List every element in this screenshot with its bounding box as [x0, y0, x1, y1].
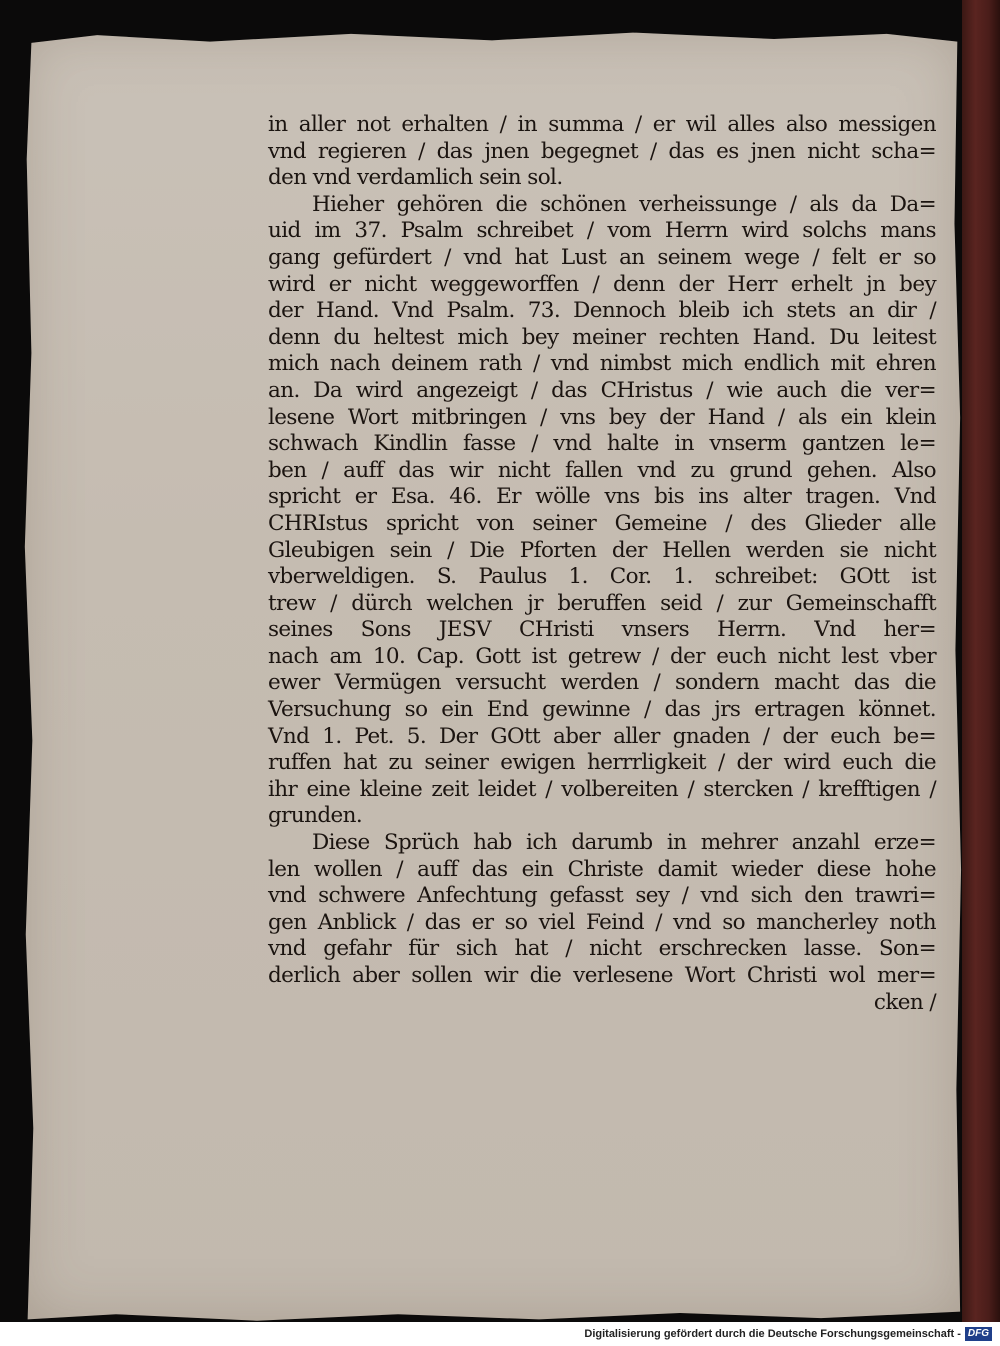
dfg-logo-icon: DFG: [965, 1327, 992, 1341]
text-line: Hieher gehören die schönen verheissunge / als da Da=: [312, 191, 936, 217]
text-line: in aller not erhalten / in summa / er wil alles also messigen: [268, 112, 936, 137]
catchword: cken /: [873, 989, 936, 1015]
page-text: [268, 112, 936, 1016]
text-line: der Hand. Vnd Psalm. 73. Dennoch bleib ich stets an dir /: [268, 298, 936, 324]
text-line: vnd gefahr für sich hat / nicht erschrecken lasse. Son=: [268, 936, 936, 962]
text-line: spricht er Esa. 46. Er wölle vns bis ins alter tragen. Vnd: [268, 484, 936, 510]
text-line: gang gefürdert / vnd hat Lust an seinem wege / felt er so: [268, 244, 936, 270]
text-line: gen Anblick / das er so viel Feind / vnd so mancherley noth: [268, 909, 936, 935]
text-line: denn du heltest mich bey meiner rechten Hand. Du leitest: [268, 324, 936, 350]
text-line: vnd schwere Anfechtung gefasst sey / vnd sich den trawri=: [268, 883, 936, 909]
text-line: ruffen hat zu seiner ewigen herrrligkeit / der wird euch die: [268, 750, 936, 776]
text-line: Diese Sprüch hab ich darumb in mehrer anzahl erze=: [312, 830, 936, 856]
text-line: trew / dürch welchen jr beruffen seid / zur Gemeinschafft: [268, 590, 936, 616]
text-line: Versuchung so ein End gewinne / das jrs ertragen könnet.: [268, 697, 936, 723]
text-line: uid im 37. Psalm schreibet / vom Herrn wird solchs mans: [268, 218, 936, 244]
text-line: den vnd verdamlich sein sol.: [268, 165, 563, 191]
text-line: wird er nicht weggeworffen / denn der Herr erhelt jn bey: [268, 271, 936, 297]
text-line: Gleubigen sein / Die Pforten der Hellen werden sie nicht: [268, 537, 936, 563]
text-line: nach am 10. Cap. Gott ist getrew / der euch nicht lest vber: [268, 643, 936, 669]
text-line: ewer Vermügen versucht werden / sondern macht das die: [268, 670, 936, 696]
text-line: vberweldigen. S. Paulus 1. Cor. 1. schreibet: GOtt ist: [268, 564, 936, 590]
text-line: Vnd 1. Pet. 5. Der GOtt aber aller gnaden / der euch be=: [268, 723, 936, 749]
text-line: ihr eine kleine zeit leidet / volbereiten / stercken / krefftigen /: [268, 776, 936, 802]
text-line: len wollen / auff das ein Christe damit wieder diese hohe: [268, 856, 936, 882]
text-line: derlich aber sollen wir die verlesene Wort Christi wol mer=: [268, 963, 936, 988]
text-line: ben / auff das wir nicht fallen vnd zu grund gehen. Also: [268, 457, 936, 483]
text-line: vnd regieren / das jnen begegnet / das es jnen nicht scha=: [268, 138, 936, 164]
text-line: schwach Kindlin fasse / vnd halte in vnserm gantzen le=: [268, 431, 936, 457]
text-line: CHRIstus spricht von seiner Gemeine / des Glieder alle: [268, 510, 936, 536]
book-spine: [962, 0, 1000, 1346]
text-line: seines Sons JESV CHristi vnsers Herrn. Vnd her=: [268, 617, 936, 643]
funding-credit: Digitalisierung gefördert durch die Deutsche Forschungsgemeinschaft -: [584, 1328, 961, 1340]
text-line: lesene Wort mitbringen / vns bey der Hand / als ein klein: [268, 404, 936, 430]
text-line: grunden.: [268, 803, 363, 829]
text-line: an. Da wird angezeigt / das CHristus / wie auch die ver=: [268, 377, 936, 403]
digitization-footer: [0, 1322, 1000, 1346]
text-line: mich nach deinem rath / vnd nimbst mich endlich mit ehren: [268, 351, 936, 377]
